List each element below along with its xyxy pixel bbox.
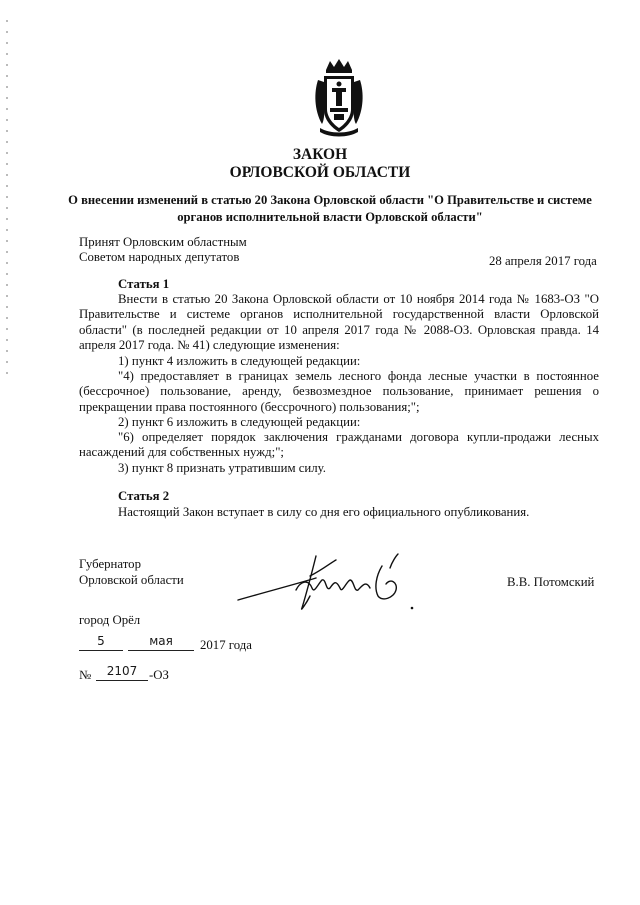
number-sign: № bbox=[79, 668, 92, 682]
law-subtitle: О внесении изменений в статью 20 Закона Орловской области "О Правительстве и системе органов исполнительной власти Орловской области" bbox=[68, 193, 592, 224]
adoption-date: 28 апреля 2017 года bbox=[489, 254, 597, 268]
signatory-role-line-1: Губернатор bbox=[79, 557, 141, 571]
scan-margin-marks bbox=[6, 20, 8, 380]
adoption-line-2: Советом народных депутатов bbox=[79, 250, 240, 264]
article-1-item-3: 3) пункт 8 признать утратившим силу. bbox=[118, 461, 326, 475]
article-1-quote-2: "6) определяет порядок заключения гражданами договора купли-продажи лесных насаждений для собственных нужд;"; bbox=[79, 430, 599, 460]
adoption-line-1: Принят Орловским областным bbox=[79, 235, 247, 249]
article-1-intro: Внести в статью 20 Закона Орловской области от 10 ноября 2014 года № 1683-ОЗ "О Правительстве и системе органов исполнительной государственной власти Орловской области" (в последней редакции от 10 апреля 2017 года № 2088-ОЗ. Орловская правда. 14 апреля 2017 года. № 41) следующие изменения: bbox=[79, 292, 599, 353]
article-2-text: Настоящий Закон вступает в силу со дня его официального опубликования. bbox=[118, 505, 530, 519]
law-number: 2107 bbox=[106, 664, 138, 678]
article-1-item-1: 1) пункт 4 изложить в следующей редакции: bbox=[118, 354, 361, 368]
city-name: город Орёл bbox=[79, 613, 141, 627]
signatory-role-line-2: Орловской области bbox=[79, 573, 184, 587]
day-value: 5 bbox=[97, 634, 105, 648]
signatory-name: В.В. Потомский bbox=[507, 575, 595, 589]
law-region-title: ОРЛОВСКОЙ ОБЛАСТИ bbox=[229, 164, 411, 181]
month-value: мая bbox=[149, 634, 173, 648]
law-title: ЗАКОН bbox=[292, 146, 348, 163]
article-1-heading: Статья 1 bbox=[118, 277, 170, 291]
article-2-heading: Статья 2 bbox=[118, 489, 170, 503]
number-suffix: -ОЗ bbox=[149, 668, 169, 682]
handwritten-signature bbox=[236, 548, 426, 618]
coat-of-arms-emblem bbox=[312, 58, 366, 138]
article-1-quote-1: "4) предоставляет в границах земель лесного фонда лесные участки в постоянное (бессрочное) пользование, аренду, безвозмездное пользование, принимает решения о прекращении права постоянного (бессрочного) пользования;"; bbox=[79, 369, 599, 414]
year-text: 2017 года bbox=[200, 638, 252, 652]
article-1-item-2: 2) пункт 6 изложить в следующей редакции: bbox=[118, 415, 361, 429]
